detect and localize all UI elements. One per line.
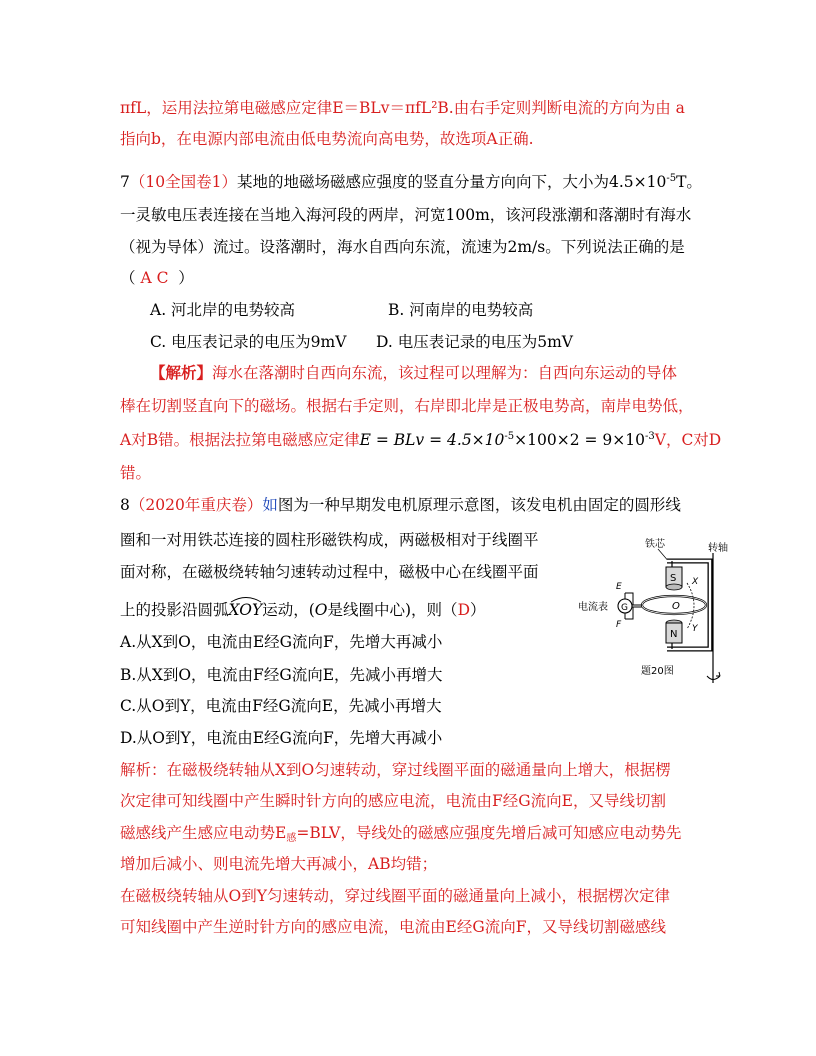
question-7-analysis-4: 错。 xyxy=(120,464,152,482)
question-8-option-c: C.从O到Y，电流由F经G流向E，先减小再增大 xyxy=(120,697,442,715)
label-f: F xyxy=(616,620,622,630)
question-8-solution-4: 增加后减小、则电流先增大再减小，AB均错； xyxy=(120,855,438,873)
question-8-answer: D xyxy=(457,601,470,619)
label-g: G xyxy=(621,603,628,613)
figure-caption: 题20图 xyxy=(641,666,674,677)
solution-6-line-1: πfL，运用法拉第电磁感应定律E＝BLv＝πfL²B.由右手定则判断电流的方向为由 a xyxy=(120,99,685,117)
question-7-source: （10全国卷1） xyxy=(129,173,237,191)
label-y: Y xyxy=(692,624,698,634)
question-8-line-4: 上的投影沿圆弧 XOY运动，(O是线圈中心)，则（D） xyxy=(120,600,486,620)
question-7-analysis-2: 棒在切割竖直向下的磁场。根据右手定则，右岸即北岸是正极电势高，南岸电势低， xyxy=(120,397,694,415)
question-7-option-d: D. 电压表记录的电压为5mV xyxy=(376,333,573,351)
question-8-solution-5: 在磁极绕转轴从O到Y匀速转动，穿过线圈平面的磁通量向上减小，根据楞次定律 xyxy=(120,887,670,905)
question-8-option-a: A.从X到O，电流由E经G流向F，先增大再减小 xyxy=(120,633,443,651)
question-8-solution-3: 磁感线产生感应电动势$E_感=BLV$，导线处的磁感应强度先增后减可知感应电动势先 xyxy=(120,824,682,844)
question-8-line-1: 8（2020年重庆卷）如图为一种早期发电机原理示意图，该发电机由固定的圆形线 xyxy=(120,496,681,514)
label-axis: 转轴 xyxy=(708,543,728,554)
arc-xoy: XOY xyxy=(229,600,263,620)
question-7-option-c: C. 电压表记录的电压为9mV xyxy=(150,333,347,351)
question-7-option-b: B. 河南岸的电势较高 xyxy=(388,301,534,319)
question-8-solution-2: 次定律可知线圈中产生瞬时针方向的感应电流，电流由F经G流向E，又导线切割 xyxy=(120,792,666,810)
question-8-option-d: D.从O到Y，电流由E经G流向F，先增大再减小 xyxy=(120,729,443,747)
question-7-option-a: A. 河北岸的电势较高 xyxy=(150,301,296,319)
question-8-line-3: 面对称，在磁极绕转轴匀速转动过程中，磁极中心在线圈平面 xyxy=(120,563,539,581)
solution-6-line-2: 指向b，在电源内部电流由低电势流向高电势，故选项A正确. xyxy=(120,130,534,148)
faraday-formula: E = BLv = 4.5×10 xyxy=(359,431,505,449)
label-iron-core: 铁芯 xyxy=(645,539,665,550)
question-7-line-2: 一灵敏电压表连接在当地入海河段的两岸，河宽100m，该河段涨潮和落潮时有海水 xyxy=(120,206,692,224)
question-8-line-2: 圈和一对用铁芯连接的圆柱形磁铁构成，两磁极相对于线圈平 xyxy=(120,531,539,549)
label-x: X xyxy=(692,577,699,587)
question-8-solution-6: 可知线圈中产生逆时针方向的感应电流，电流由E经G流向F，又导线切割磁感线 xyxy=(120,918,666,936)
question-7-number: 7 xyxy=(120,173,130,191)
generator-diagram xyxy=(575,533,728,683)
label-ammeter: 电流表 xyxy=(578,602,608,613)
question-7-answer-line: （ A C ） xyxy=(120,269,194,287)
label-e: E xyxy=(616,582,622,592)
question-7-answer: A C xyxy=(140,269,169,287)
label-s-pole: S xyxy=(670,573,677,584)
question-7-analysis-3: A对B错。根据法拉第电磁感应定律E = BLv = $4.5\times 10^{-5}\times 100\times 2 = 9\times 10^{-3}V$，C对D xyxy=(120,431,722,449)
question-7-line-3: （视为导体）流过。设落潮时，海水自西向东流，流速为2m/s。下列说法正确的是 xyxy=(120,238,685,256)
label-o: O xyxy=(672,601,680,612)
question-7-line-1: 7（10全国卷1）某地的地磁场磁感应强度的竖直分量方向向下，大小为$4.5\times 10^{-5}T$。 xyxy=(120,173,702,191)
analysis-tag: 【解析】 xyxy=(150,363,213,382)
label-n-pole: N xyxy=(670,629,678,640)
question-8-solution-1: 解析：在磁极绕转轴从X到O匀速转动，穿过线圈平面的磁通量向上增大，根据楞 xyxy=(120,761,671,779)
question-8-number: 8 xyxy=(120,496,130,514)
question-8-option-b: B.从X到O，电流由F经G流向E，先减小再增大 xyxy=(120,666,443,684)
question-8-source: （2020年重庆卷） xyxy=(129,496,263,514)
question-7-analysis-1: 【解析】海水在落潮时自西向东流，该过程可以理解为：自西向东运动的导体 xyxy=(150,363,678,382)
